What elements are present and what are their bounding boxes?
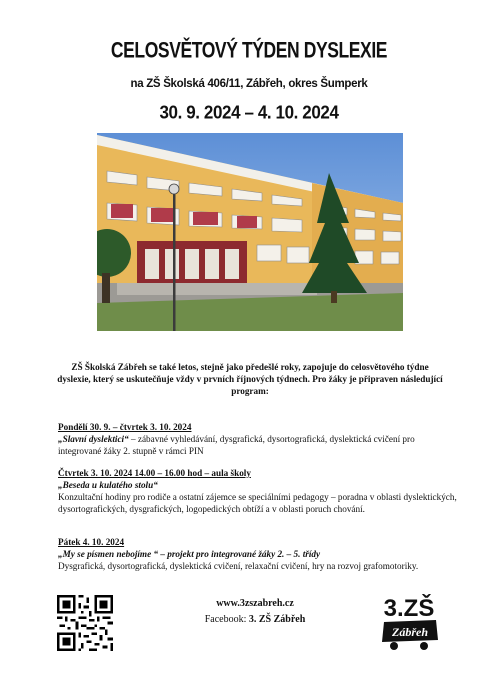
program-day-2-text: Konzultační hodiny pro rodiče a ostatní zájemce se speciálními pedagogy – poradna v oblasti dyslektických, dysortografických, dysgrafických, logopedických obtíží a v oblasti poruch chování.: [58, 492, 457, 514]
logo-number: 3.ZŠ: [383, 595, 435, 622]
school-logo: [378, 590, 440, 652]
school-building-photo: [97, 133, 403, 331]
program-day-2-heading: Čtvrtek 3. 10. 2024 14.00 – 16.00 hod – aula školy: [58, 468, 251, 478]
program-day-3: [58, 536, 458, 572]
facebook-line: [190, 614, 320, 625]
facebook-link[interactable]: 3. ZŠ Zábřeh: [248, 614, 306, 625]
school-address: na ZŠ Školská 406/11, Zábřeh, okres Šumperk: [130, 78, 368, 90]
facebook-label: Facebook:: [204, 614, 247, 625]
website-link[interactable]: www.3zszabreh.cz: [216, 598, 294, 609]
page-title: CELOSVĚTOVÝ TÝDEN DYSLEXIE: [110, 37, 388, 63]
program-day-3-heading: Pátek 4. 10. 2024: [58, 537, 125, 547]
program-day-1-description: [58, 433, 458, 457]
event-dates: 30. 9. 2024 – 4. 10. 2024: [159, 102, 339, 123]
qr-code[interactable]: [57, 595, 113, 651]
program-day-2: [58, 467, 458, 515]
program-day-1-heading: Pondělí 30. 9. – čtvrtek 3. 10. 2024: [58, 422, 192, 432]
intro-text: ZŠ Školská Zábřeh se také letos, stejně jako předešlé roky, zapojuje do celosvětového týdne dyslexie, který se uskutečňuje vždy v prvních říjnových týdnech. Pro žáky je připraven následující program:: [57, 362, 443, 396]
program-day-3-title: „My se písmen nebojíme “ – projekt pro integrované žáky 2. – 5. třídy: [58, 549, 321, 559]
program-day-1: [58, 421, 458, 457]
program-day-2-title: „Beseda u kulatého stolu“: [58, 480, 158, 490]
program-day-1-text: – zábavné vyhledávání, dysgrafická, dysortografická, dyslektická cvičení pro integrované žáky 2. stupně v rámci PIN: [58, 434, 415, 456]
program-day-1-title: „Slavní dyslektici“: [58, 434, 129, 444]
logo-text: Zábřeh: [392, 625, 428, 639]
program-day-3-text: Dysgrafická, dysortografická, dyslektická cvičení, relaxační cvičení, hry na rozvoj grafomotoriky.: [58, 561, 419, 571]
